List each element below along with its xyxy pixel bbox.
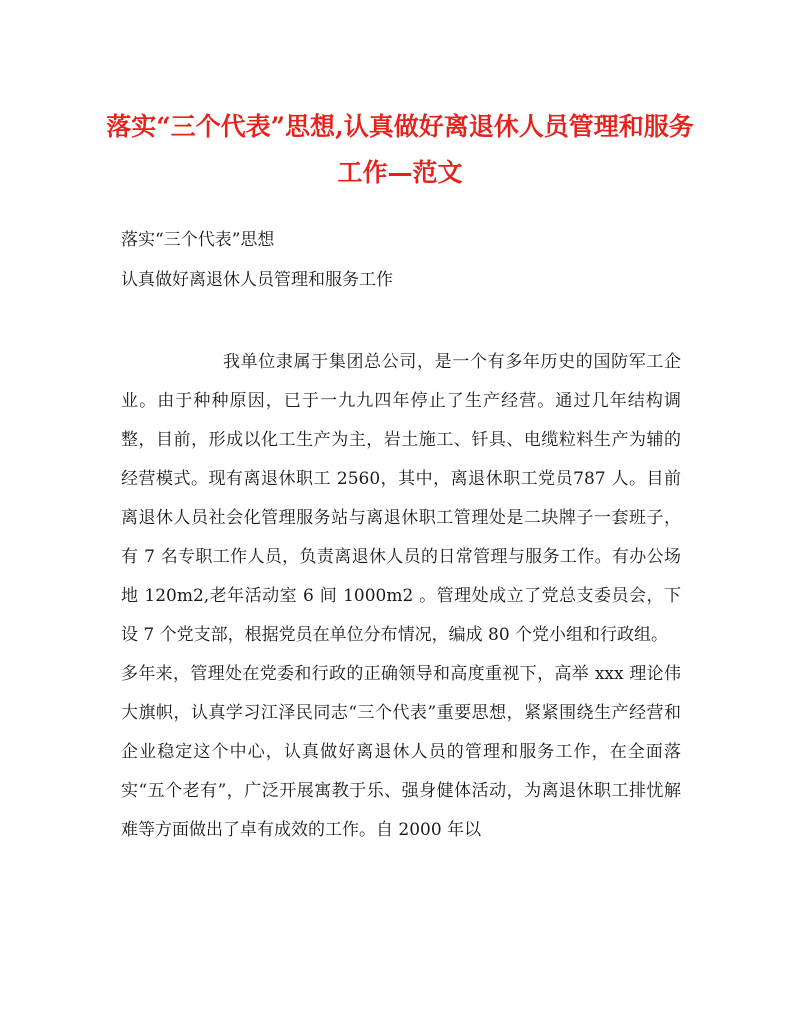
subheading-2: 认真做好离退休人员管理和服务工作 bbox=[121, 270, 393, 290]
document-body bbox=[121, 343, 681, 850]
document-title: 落实“三个代表”思想,认真做好离退休人员管理和服务工作—范文 bbox=[106, 112, 694, 187]
paragraph-1: 我单位隶属于集团总公司，是一个有多年历史的国防军工企业。由于种种原因，已于一九九四年停止了生产经营。通过几年结构调整，目前，形成以化工生产为主，岩土施工、钎具、电缆粒料生产为辅的经营模式。现有离退休职工 2560，其中，离退休职工党员787 人。目前离退休人员社会化管理服务站与离退休职工管理处是二块牌子一套班子，有 7 名专职工作人员，负责离退休人员的日常管理与服务工作。有办公场地 120m2,老年活动室 6 间 1000m2 。管理处成立了党总支委员会，下设 7 个党支部，根据党员在单位分布情况，编成 80 个党小组和行政组。 bbox=[121, 352, 681, 645]
subheading-1: 落实“三个代表”思想 bbox=[121, 230, 275, 250]
paragraph-2: 多年来，管理处在党委和行政的正确领导和高度重视下，高举 xxx 理论伟大旗帜，认真学习江泽民同志“三个代表”重要思想，紧紧围绕生产经营和企业稳定这个中心，认真做好离退休人员的管理和服务工作，在全面落实“五个老有”，广泛开展寓教于乐、强身健体活动，为离退休职工排忧解难等方面做出了卓有成效的工作。自 2000 年以 bbox=[121, 664, 681, 840]
